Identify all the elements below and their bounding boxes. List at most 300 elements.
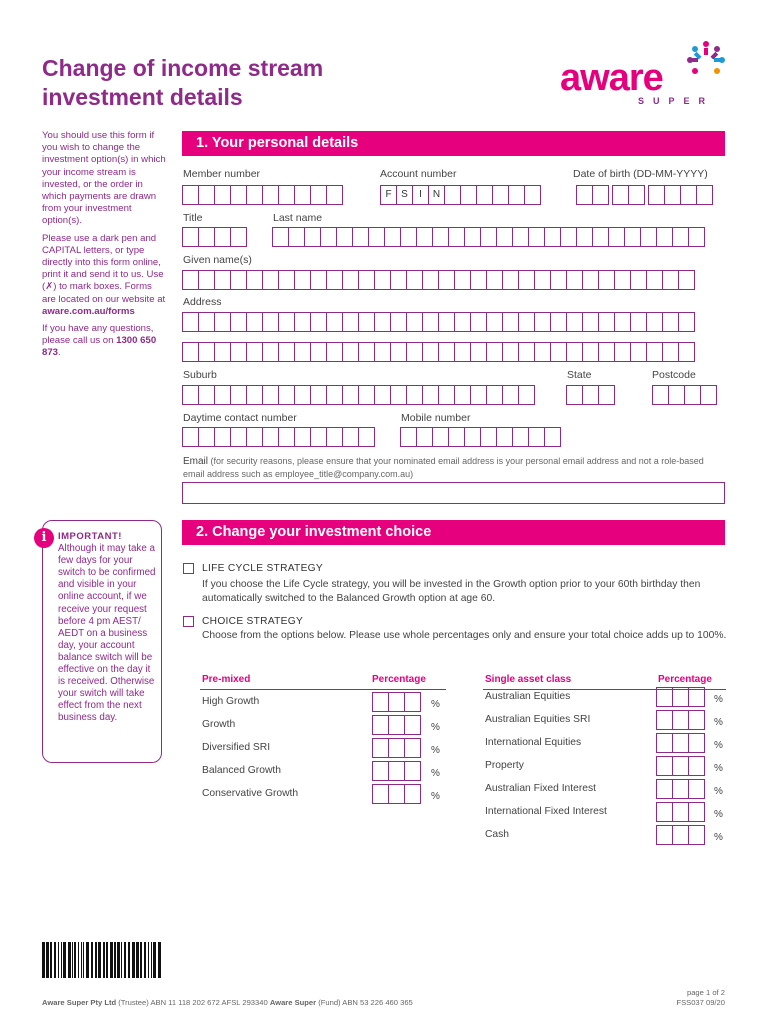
char-box[interactable] [678,270,695,290]
barcode-bar [106,942,108,978]
char-box[interactable] [278,270,295,290]
char-box[interactable] [684,385,701,405]
char-box[interactable] [294,385,311,405]
char-box[interactable] [652,385,669,405]
premixed-option-label: High Growth [202,696,260,707]
single-percentage-input[interactable] [656,733,705,753]
single-percentage-input[interactable] [656,756,705,776]
char-box[interactable] [310,312,327,332]
char-box[interactable] [198,312,215,332]
char-box[interactable] [406,342,423,362]
address-line2-field[interactable] [182,342,695,362]
char-box[interactable] [518,312,535,332]
char-box[interactable] [326,185,343,205]
char-box[interactable] [512,227,529,247]
char-box[interactable] [470,342,487,362]
char-box[interactable] [406,385,423,405]
char-box[interactable] [470,385,487,405]
digit-box[interactable] [672,710,689,730]
char-box[interactable] [262,270,279,290]
char-box[interactable] [438,312,455,332]
char-box[interactable] [416,227,433,247]
char-box[interactable] [614,342,631,362]
char-box[interactable] [390,270,407,290]
char-box[interactable] [646,312,663,332]
digit-box[interactable] [372,715,389,735]
digit-box[interactable] [672,733,689,753]
premixed-header: Pre-mixed [202,674,251,685]
dob-box[interactable] [664,185,681,205]
char-box[interactable] [678,342,695,362]
char-box[interactable] [400,427,417,447]
digit-box[interactable] [388,692,405,712]
char-box[interactable] [374,270,391,290]
email-input[interactable] [182,482,725,504]
char-box[interactable] [560,227,577,247]
char-box[interactable] [470,312,487,332]
char-box[interactable] [352,227,369,247]
digit-box[interactable] [656,825,673,845]
char-box[interactable] [182,185,199,205]
dob-box[interactable] [612,185,629,205]
forms-link[interactable]: aware.com.au/forms [42,305,135,317]
char-box[interactable] [374,385,391,405]
char-box[interactable] [214,227,231,247]
char-box[interactable] [672,227,689,247]
char-box[interactable] [390,312,407,332]
char-box[interactable] [326,270,343,290]
account-number-field[interactable] [380,185,541,205]
char-box[interactable] [358,270,375,290]
char-box[interactable] [198,270,215,290]
char-box[interactable] [432,427,449,447]
char-box[interactable] [598,312,615,332]
char-box[interactable] [384,227,401,247]
digit-box[interactable] [404,738,421,758]
title-field[interactable] [182,227,247,247]
char-box[interactable] [582,342,599,362]
account-digit-box[interactable] [508,185,525,205]
char-box[interactable] [198,185,215,205]
premixed-percentage-input[interactable] [372,738,421,758]
char-box[interactable] [310,385,327,405]
digit-box[interactable] [372,761,389,781]
char-box[interactable] [326,312,343,332]
char-box[interactable] [182,227,199,247]
digit-box[interactable] [656,710,673,730]
char-box[interactable] [416,427,433,447]
char-box[interactable] [454,270,471,290]
char-box[interactable] [422,385,439,405]
char-box[interactable] [304,227,321,247]
char-box[interactable] [422,342,439,362]
digit-box[interactable] [388,738,405,758]
single-option-label: Australian Equities SRI [485,714,591,725]
char-box[interactable] [342,342,359,362]
title-label: Title [183,212,203,224]
char-box[interactable] [502,270,519,290]
char-box[interactable] [198,385,215,405]
choice-checkbox[interactable] [183,616,194,627]
barcode-bar [132,942,135,978]
char-box[interactable] [640,227,657,247]
char-box[interactable] [246,270,263,290]
digit-box[interactable] [388,761,405,781]
char-box[interactable] [534,270,551,290]
char-box[interactable] [700,385,717,405]
barcode-bar [58,942,59,978]
char-box[interactable] [342,385,359,405]
char-box[interactable] [422,312,439,332]
digit-box[interactable] [672,687,689,707]
char-box[interactable] [262,342,279,362]
single-percentage-input[interactable] [656,825,705,845]
digit-box[interactable] [688,756,705,776]
char-box[interactable] [390,342,407,362]
char-box[interactable] [534,312,551,332]
digit-box[interactable] [656,687,673,707]
barcode-bar [72,942,73,978]
char-box[interactable] [294,270,311,290]
char-box[interactable] [566,385,583,405]
char-box[interactable] [294,427,311,447]
char-box[interactable] [566,312,583,332]
char-box[interactable] [246,312,263,332]
digit-box[interactable] [372,692,389,712]
char-box[interactable] [592,227,609,247]
char-box[interactable] [566,270,583,290]
char-box[interactable] [582,312,599,332]
char-box[interactable] [214,270,231,290]
digit-box[interactable] [656,802,673,822]
barcode-bar [50,942,52,978]
char-box[interactable] [246,342,263,362]
percent-sign: % [714,717,723,728]
barcode-bar [153,942,156,978]
choice-description: Choose from the options below. Please use whole percentages only and ensure your total choice adds up to 100%. [202,630,727,641]
dob-box[interactable] [648,185,665,205]
char-box[interactable] [262,185,279,205]
char-box[interactable] [668,385,685,405]
char-box[interactable] [582,270,599,290]
char-box[interactable] [406,312,423,332]
char-box[interactable] [182,270,199,290]
char-box[interactable] [198,227,215,247]
digit-box[interactable] [672,756,689,776]
char-box[interactable] [230,342,247,362]
char-box[interactable] [502,385,519,405]
char-box[interactable] [230,227,247,247]
digit-box[interactable] [388,715,405,735]
char-box[interactable] [214,342,231,362]
digit-box[interactable] [672,802,689,822]
account-digit-box[interactable] [524,185,541,205]
char-box[interactable] [400,227,417,247]
char-box[interactable] [278,385,295,405]
postcode-field[interactable] [652,385,717,405]
char-box[interactable] [528,227,545,247]
digit-box[interactable] [688,733,705,753]
char-box[interactable] [214,312,231,332]
char-box[interactable] [326,342,343,362]
member-number-field[interactable] [182,185,343,205]
char-box[interactable] [448,227,465,247]
barcode-bar [148,942,149,978]
char-box[interactable] [662,270,679,290]
email-label: Email [183,456,209,467]
char-box[interactable] [438,385,455,405]
char-box[interactable] [688,227,705,247]
char-box[interactable] [486,312,503,332]
single-percentage-input[interactable] [656,802,705,822]
char-box[interactable] [486,270,503,290]
char-box[interactable] [630,312,647,332]
char-box[interactable] [438,270,455,290]
char-box[interactable] [486,342,503,362]
char-box[interactable] [182,427,199,447]
char-box[interactable] [246,185,263,205]
char-box[interactable] [502,342,519,362]
char-box[interactable] [566,342,583,362]
footer-legal [42,998,413,1007]
char-box[interactable] [374,312,391,332]
char-box[interactable] [310,427,327,447]
char-box[interactable] [528,427,545,447]
char-box[interactable] [358,342,375,362]
char-box[interactable] [278,185,295,205]
account-digit-box[interactable] [460,185,477,205]
postcode-label: Postcode [652,369,696,381]
char-box[interactable] [432,227,449,247]
char-box[interactable] [310,270,327,290]
char-box[interactable] [278,427,295,447]
trustee-name: Aware Super Pty Ltd [42,998,117,1007]
char-box[interactable] [246,427,263,447]
char-box[interactable] [512,427,529,447]
char-box[interactable] [182,312,199,332]
account-digit-box[interactable] [492,185,509,205]
char-box[interactable] [544,227,561,247]
char-box[interactable] [454,312,471,332]
dob-box[interactable] [592,185,609,205]
dob-box[interactable] [680,185,697,205]
single-option-label: Property [485,760,524,771]
char-box[interactable] [662,342,679,362]
account-digit-box[interactable] [476,185,493,205]
char-box[interactable] [342,427,359,447]
char-box[interactable] [464,227,481,247]
page-title: Change of income stream investment details [42,55,324,110]
dob-box[interactable] [628,185,645,205]
char-box[interactable] [182,342,199,362]
digit-box[interactable] [404,761,421,781]
daytime-phone-field[interactable] [182,427,375,447]
char-box[interactable] [678,312,695,332]
char-box[interactable] [598,270,615,290]
char-box[interactable] [198,427,215,447]
digit-box[interactable] [688,687,705,707]
single-percentage-input[interactable] [656,710,705,730]
char-box[interactable] [278,312,295,332]
char-box[interactable] [230,185,247,205]
char-box[interactable] [454,342,471,362]
char-box[interactable] [608,227,625,247]
given-names-field[interactable] [182,270,695,290]
char-box[interactable] [326,427,343,447]
address-label: Address [183,296,222,308]
digit-box[interactable] [372,738,389,758]
char-box[interactable] [262,427,279,447]
section2-banner: 2. Change your investment choice [182,520,725,545]
char-box[interactable] [294,312,311,332]
char-box[interactable] [374,342,391,362]
char-box[interactable] [198,342,215,362]
premixed-percentage-input[interactable] [372,784,421,804]
char-box[interactable] [294,342,311,362]
char-box[interactable] [230,385,247,405]
char-box[interactable] [464,427,481,447]
char-box[interactable] [448,427,465,447]
address-line1-field[interactable] [182,312,695,332]
dob-box[interactable] [576,185,593,205]
char-box[interactable] [470,270,487,290]
state-field[interactable] [566,385,615,405]
char-box[interactable] [454,385,471,405]
char-box[interactable] [582,385,599,405]
char-box[interactable] [656,227,673,247]
digit-box[interactable] [688,825,705,845]
char-box[interactable] [342,312,359,332]
sidebar-intro: You should use this form if you wish to change the investment option(s) in which your income stream is invested, or the order in which payments are drawn from your investment option(s). [42,130,166,227]
account-prefix-char: I [412,185,429,205]
single-percentage-input[interactable] [656,779,705,799]
suburb-field[interactable] [182,385,535,405]
premixed-percentage-input[interactable] [372,715,421,735]
digit-box[interactable] [388,784,405,804]
char-box[interactable] [480,227,497,247]
barcode-bar [68,942,71,978]
char-box[interactable] [662,312,679,332]
char-box[interactable] [534,342,551,362]
char-box[interactable] [550,342,567,362]
dob-box[interactable] [696,185,713,205]
digit-box[interactable] [672,779,689,799]
char-box[interactable] [214,427,231,447]
char-box[interactable] [272,227,289,247]
char-box[interactable] [598,342,615,362]
char-box[interactable] [438,342,455,362]
char-box[interactable] [320,227,337,247]
char-box[interactable] [342,270,359,290]
digit-box[interactable] [404,784,421,804]
single-percentage-input[interactable] [656,687,705,707]
digit-box[interactable] [404,715,421,735]
char-box[interactable] [646,342,663,362]
digit-box[interactable] [688,710,705,730]
premixed-percentage-input[interactable] [372,761,421,781]
barcode-bar [144,942,146,978]
char-box[interactable] [614,312,631,332]
char-box[interactable] [518,270,535,290]
account-digit-box[interactable] [444,185,461,205]
digit-box[interactable] [372,784,389,804]
char-box[interactable] [294,185,311,205]
char-box[interactable] [406,270,423,290]
life-cycle-checkbox[interactable] [183,563,194,574]
char-box[interactable] [214,385,231,405]
digit-box[interactable] [656,756,673,776]
digit-box[interactable] [656,779,673,799]
digit-box[interactable] [672,825,689,845]
char-box[interactable] [624,227,641,247]
char-box[interactable] [496,227,513,247]
char-box[interactable] [550,312,567,332]
digit-box[interactable] [404,692,421,712]
char-box[interactable] [614,270,631,290]
char-box[interactable] [262,385,279,405]
char-box[interactable] [310,342,327,362]
digit-box[interactable] [656,733,673,753]
dob-field[interactable] [576,185,713,205]
char-box[interactable] [288,227,305,247]
sidebar-pen-text: Please use a dark pen and CAPITAL letters, or type directly into this form online, print it and send it to us. Use (✗) to mark boxes. Forms are located on our website at [42,232,166,305]
percent-sign: % [431,791,440,802]
char-box[interactable] [358,385,375,405]
char-box[interactable] [496,427,513,447]
char-box[interactable] [336,227,353,247]
char-box[interactable] [598,385,615,405]
char-box[interactable] [646,270,663,290]
char-box[interactable] [246,385,263,405]
char-box[interactable] [518,385,535,405]
char-box[interactable] [630,342,647,362]
char-box[interactable] [502,312,519,332]
char-box[interactable] [550,270,567,290]
premixed-percentage-input[interactable] [372,692,421,712]
char-box[interactable] [518,342,535,362]
single-asset-header: Single asset class [485,674,572,685]
char-box[interactable] [358,312,375,332]
percent-sign: % [714,694,723,705]
char-box[interactable] [358,427,375,447]
mobile-field[interactable] [400,427,561,447]
char-box[interactable] [262,312,279,332]
char-box[interactable] [486,385,503,405]
digit-box[interactable] [688,802,705,822]
char-box[interactable] [368,227,385,247]
state-label: State [567,369,592,381]
char-box[interactable] [182,385,199,405]
char-box[interactable] [422,270,439,290]
daytime-phone-label: Daytime contact number [183,412,297,424]
char-box[interactable] [230,312,247,332]
char-box[interactable] [230,270,247,290]
char-box[interactable] [630,270,647,290]
char-box[interactable] [214,185,231,205]
char-box[interactable] [230,427,247,447]
char-box[interactable] [544,427,561,447]
last-name-field[interactable] [272,227,705,247]
char-box[interactable] [390,385,407,405]
sidebar-contact-end: . [58,347,61,359]
char-box[interactable] [278,342,295,362]
barcode-bar [83,942,84,978]
char-box[interactable] [326,385,343,405]
char-box[interactable] [576,227,593,247]
char-box[interactable] [310,185,327,205]
char-box[interactable] [480,427,497,447]
digit-box[interactable] [688,779,705,799]
